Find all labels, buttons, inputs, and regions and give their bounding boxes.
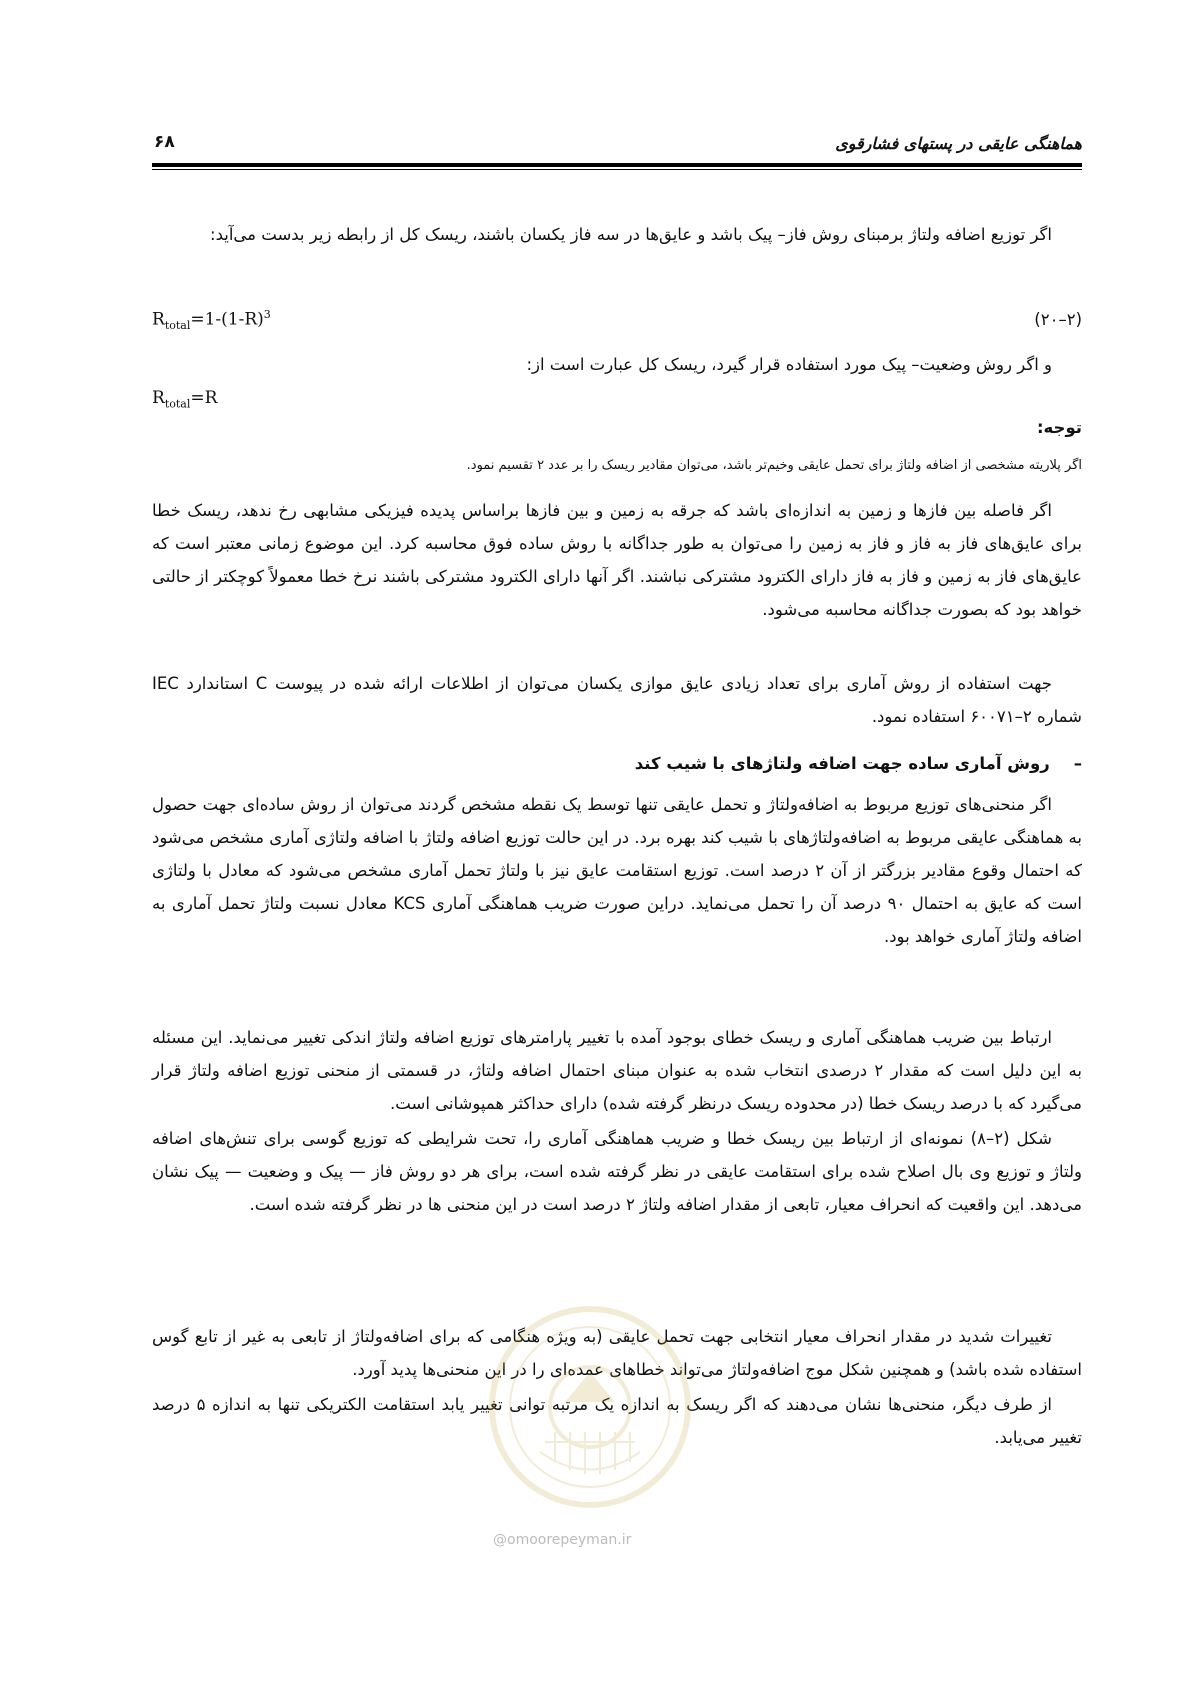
paragraph-7: شکل (۲–۸) نمونه‌ای از ارتباط بین ریسک خطا و ضریب هماهنگی آماری را، تحت شرایطی که توزیع گوسی برای تنش‌های اضافه ولتاژ و توزیع وی بال اصلاح شده برای استقامت عایقی در نظر گرفته شده است، برای هر دو روش فاز — پیک و وضعیت — پیک نشان می‌دهد. این واقعیت که انحراف معیار، تابعی از مقدار اضافه ولتاژ ۲ درصد است در این منحنی ها در نظر گرفته شده است. (152, 1129, 1082, 1214)
formula-risk-total-case-peak: $R_{total}=R$ (152, 388, 218, 411)
note-title: توجه: (1036, 418, 1082, 437)
subheading-text: روش آماری ساده جهت اضافه ولتاژهای با شیب کند (634, 754, 1050, 773)
subheading-dash: – (1073, 754, 1082, 773)
page-number: ۶۸ (154, 132, 175, 152)
equation-number: (۲–۲۰) (1034, 310, 1082, 329)
paragraph-1: اگر توزیع اضافه ولتاژ برمبنای روش فاز– پیک باشد و عایق‌ها در سه فاز یکسان باشند، ریسک کل از رابطه زیر بدست می‌آید: (210, 225, 1052, 244)
paragraph-4: جهت استفاده از روش آماری برای تعداد زیادی عایق موازی یکسان می‌توان از اطلاعات ارائه شده در پیوست C استاندارد IEC شماره ۲–۶۰۰۷۱ استفاده نمود. (152, 674, 1082, 726)
paragraph-3: اگر فاصله بین فازها و زمین به اندازه‌ای باشد که جرقه به زمین و بین فازها براساس پدیده فیزیکی مشابهی رخ ندهد، ریسک خطا برای عایق‌های فاز به فاز و فاز به زمین را می‌توان به طور جداگانه با روش ساده فوق محاسبه کرد. این موضوع زمانی معتبر است که عایق‌های فاز به زمین و فاز به فاز دارای الکترود مشترکی نباشند. اگر آنها دارای الکترود مشترکی باشند نرخ خطا معمولاً کوچکتر از حالتی خواهد بود که بصورت جداگانه محاسبه می‌شود. (152, 501, 1082, 619)
paragraph-8: تغییرات شدید در مقدار انحراف معیار انتخابی جهت تحمل عایقی (به ویژه هنگامی که برای اضافه‌ولتاژ از تابعی به غیر از تابع گوس استفاده شده باشد) و همچنین شکل موج اضافه‌ولتاژ می‌تواند خطاهای عمده‌ای را در این منحنی‌ها پدید آورد. (152, 1327, 1082, 1379)
paragraph-9: از طرف دیگر، منحنی‌ها نشان می‌دهند که اگر ریسک به اندازه یک مرتبه توانی تغییر یابد استقامت الکتریکی تنها به اندازه ۵ درصد تغییر می‌یابد. (152, 1395, 1082, 1447)
watermark-url: @omoorepeyman.ir (493, 1532, 632, 1548)
header-title: هماهنگی عایقی در پستهای فشارقوی (835, 134, 1082, 153)
header-rule (152, 163, 1082, 167)
paragraph-5: اگر منحنی‌های توزیع مربوط به اضافه‌ولتاژ و تحمل عایقی تنها توسط یک نقطه مشخص گردند می‌توان از روش ساده‌ای جهت حصول به هماهنگی عایقی مربوط به اضافه‌ولتاژهای با شیب کند بهره برد. در این حالت توزیع اضافه ولتاژ با اضافه ولتاژی آماری مشخص می‌شود که احتمال وقوع مقادیر بزرگتر از آن ۲ درصد است. توزیع استقامت عایق نیز با ولتاژ تحمل آماری مشخص می‌شود که معادل با ولتاژی است که عایق به احتمال ۹۰ درصد آن را تحمل می‌نماید. دراین صورت ضریب هماهنگی آماری KCS معادل نسبت ولتاژ تحمل آماری به اضافه ولتاژ آماری خواهد بود. (152, 795, 1082, 946)
paragraph-2: و اگر روش وضعیت– پیک مورد استفاده قرار گیرد، ریسک کل عبارت است از: (526, 355, 1052, 374)
note-text: اگر پلاریته مشخصی از اضافه ولتاژ برای تحمل عایقی وخیم‌تر باشد، می‌توان مقادیر ریسک را بر عدد ۲ تقسیم نمود. (466, 458, 1082, 473)
paragraph-6: ارتباط بین ضریب هماهنگی آماری و ریسک خطای بوجود آمده با تغییر پارامترهای توزیع اضافه ولتاژ اندکی تغییر می‌نماید. این مسئله به این دلیل است که مقدار ۲ درصدی انتخاب شده به عنوان مبنای احتمال اضافه ولتاژ، در قسمتی از منحنی توزیع اضافه ولتاژ قرار می‌گیرد که با درصد ریسک خطا (در محدوده ریسک درنظر گرفته شده) دارای حداکثر همپوشانی است. (152, 1028, 1082, 1113)
watermark-seal-logo (485, 1302, 695, 1512)
header-rule-thin (152, 169, 1082, 170)
section-subheading (635, 754, 1082, 773)
page-header (152, 122, 1082, 162)
formula-risk-total-phase-peak: $R_{total}=1-(1-R)^3$ (152, 308, 271, 333)
